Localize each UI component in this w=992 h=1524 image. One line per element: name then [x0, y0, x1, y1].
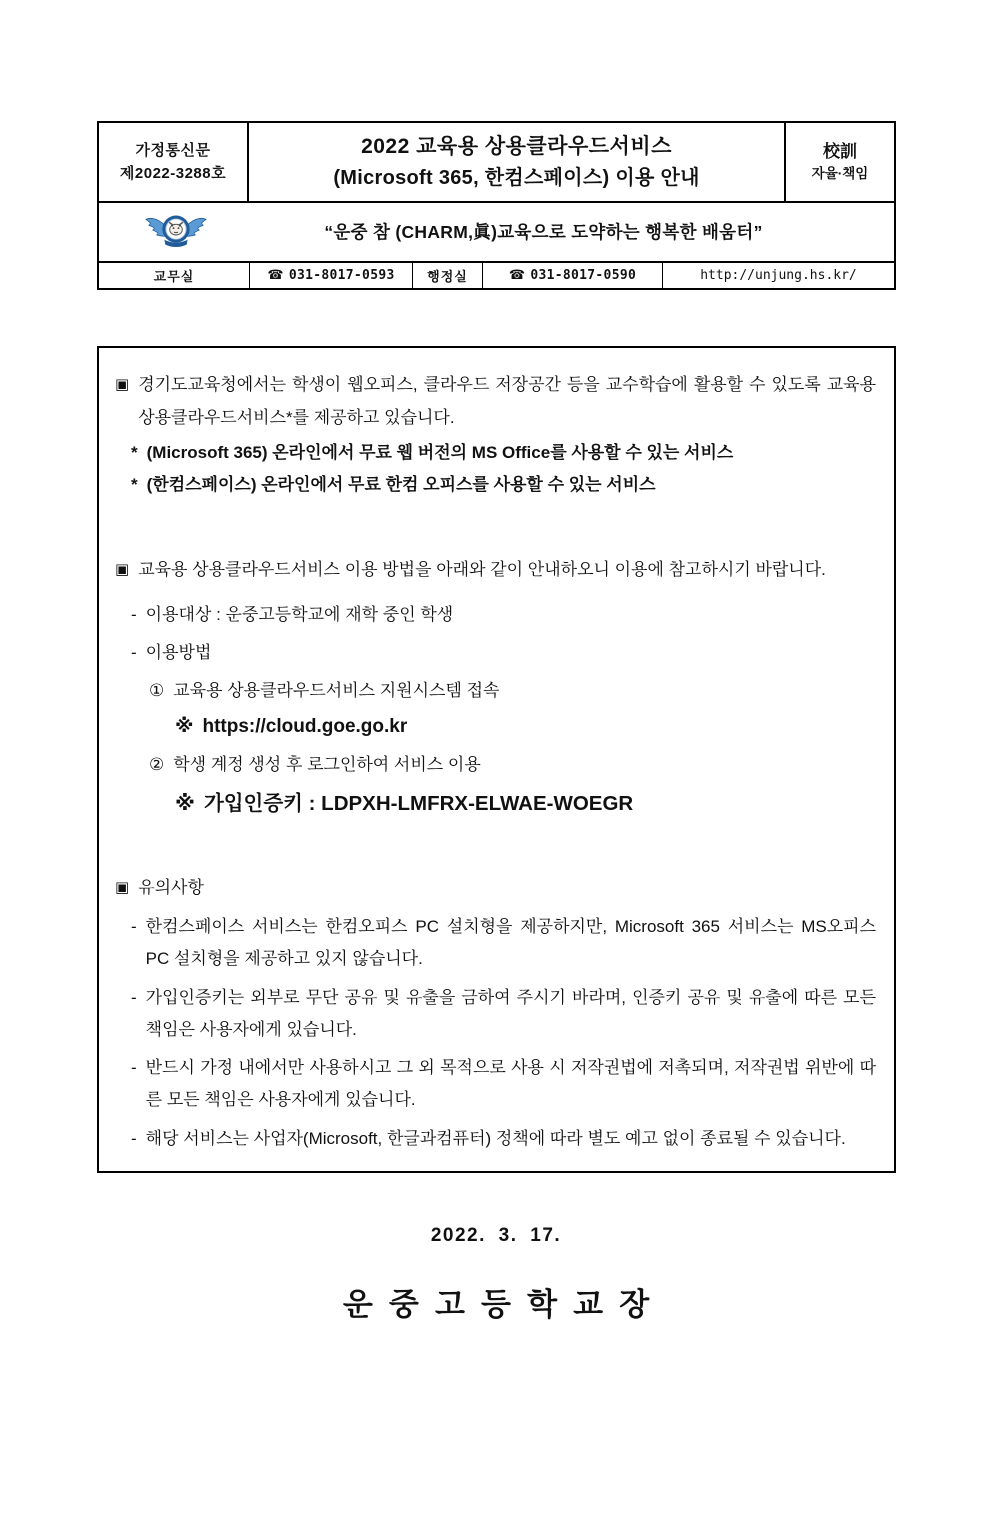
cloud-service-url: https://cloud.goe.go.kr	[202, 716, 408, 738]
doc-type-label: 가정통신문	[135, 141, 211, 159]
circled-one-marker: ①	[149, 681, 165, 701]
signup-key-line	[115, 787, 876, 820]
notice-item-text: 한컴스페이스 서비스는 한컴오피스 PC 설치형을 제공하지만, Microsoft 365 서비스는 MS오피스 PC 설치형을 제공하고 있지 않습니다.	[145, 916, 876, 968]
office1-label: 교무실	[153, 268, 195, 284]
school-slogan: “운중 참 (CHARM,眞)교육으로 도약하는 행복한 배움터”	[324, 222, 763, 242]
usage-target-text: 이용대상 : 운중고등학교에 재학 중인 학생	[145, 604, 454, 624]
section2-intro	[115, 553, 876, 586]
method-step1	[115, 674, 876, 707]
office2-phone-number: 031-8017-0590	[530, 267, 637, 283]
section1-note-hancom	[115, 471, 876, 499]
dash-marker: -	[131, 916, 137, 936]
square-bullet-icon: ▣	[115, 375, 130, 393]
dash-marker: -	[131, 987, 137, 1007]
motto-text: 자율·책임	[811, 166, 869, 182]
usage-method-label	[115, 636, 876, 669]
office1-phone-number: 031-8017-0593	[288, 267, 395, 283]
square-bullet-icon: ▣	[115, 878, 130, 896]
section3-title: 유의사항	[138, 877, 204, 897]
section1-note-ms365	[115, 439, 876, 467]
notice-item-text: 반드시 가정 내에서만 사용하시고 그 외 목적으로 사용 시 저작권법에 저촉되며, 저작권법 위반에 따른 모든 책임은 사용자에게 있습니다.	[145, 1058, 876, 1110]
usage-target-line	[115, 598, 876, 631]
notice-item	[115, 1123, 876, 1155]
school-motto-cell	[784, 123, 894, 201]
notice-item	[115, 1052, 876, 1116]
usage-method-text: 이용방법	[145, 643, 212, 663]
dash-marker: -	[131, 1058, 137, 1078]
reference-mark: ※	[175, 716, 194, 738]
notice-item-text: 가입인증키는 외부로 무단 공유 및 유출을 금하여 주시기 바라며, 인증키 공유 및 유출에 따른 모든 책임은 사용자에게 있습니다.	[145, 987, 876, 1039]
step2-text: 학생 계정 생성 후 로그인하여 서비스 이용	[173, 755, 481, 775]
document-header-table	[97, 121, 896, 290]
notice-body-box	[97, 346, 896, 1174]
issue-date: 2022. 3. 17.	[430, 1225, 562, 1247]
asterisk-marker: *	[131, 475, 138, 495]
circled-two-marker: ②	[149, 755, 165, 775]
notice-item	[115, 911, 876, 975]
dash-marker: -	[131, 643, 137, 663]
phone-icon: ☎	[508, 267, 526, 283]
section1-text: 경기도교육청에서는 학생이 웹오피스, 클라우드 저장공간 등을 교수학습에 활용할 수 있도록 교육용 상용클라우드서비스*를 제공하고 있습니다.	[138, 374, 876, 427]
asterisk-marker: *	[131, 442, 138, 462]
notice-title-line2: (Microsoft 365, 한컴스페이스) 이용 안내	[333, 166, 700, 189]
doc-number-cell	[99, 123, 249, 201]
office2-phone	[482, 263, 662, 288]
school-emblem-icon	[145, 210, 207, 254]
principal-signature: 운중고등학교장	[342, 1287, 666, 1323]
office1-phone	[249, 263, 412, 288]
note-text: (한컴스페이스) 온라인에서 무료 한컴 오피스를 사용할 수 있는 서비스	[146, 475, 656, 495]
header-contact-row	[99, 263, 894, 288]
notice-title-line1: 2022 교육용 상용클라우드서비스	[361, 135, 672, 158]
school-website-url: http://unjung.hs.kr/	[662, 263, 894, 288]
section2-text: 교육용 상용클라우드서비스 이용 방법을 아래와 같이 안내하오니 이용에 참고하시기 바랍니다.	[138, 559, 826, 579]
phone-icon: ☎	[267, 267, 284, 283]
section3-title-line	[115, 871, 876, 904]
signup-key-text: 가입인증키 : LDPXH-LMFRX-ELWAE-WOEGR	[203, 792, 634, 816]
notice-item	[115, 982, 876, 1046]
header-slogan-row	[99, 203, 894, 263]
cloud-service-url-line	[115, 712, 876, 743]
note-text: (Microsoft 365) 온라인에서 무료 웹 버전의 MS Office를 사용할 수 있는 서비스	[146, 442, 734, 462]
notice-title-cell	[249, 123, 784, 201]
reference-mark: ※	[175, 792, 195, 816]
dash-marker: -	[131, 604, 137, 624]
header-title-row	[99, 123, 894, 203]
step1-text: 교육용 상용클라우드서비스 지원시스템 접속	[173, 681, 500, 701]
dash-marker: -	[131, 1129, 137, 1149]
motto-title: 校訓	[823, 141, 857, 161]
office2-label: 행정실	[412, 263, 482, 288]
doc-number: 제2022-3288호	[119, 164, 227, 182]
method-step2	[115, 748, 876, 781]
square-bullet-icon: ▣	[115, 560, 130, 578]
notice-document-page	[0, 121, 992, 1524]
section1-intro	[115, 368, 876, 434]
notice-item-text: 해당 서비스는 사업자(Microsoft, 한글과컴퓨터) 정책에 따라 별도 예고 없이 종료될 수 있습니다.	[145, 1129, 846, 1149]
